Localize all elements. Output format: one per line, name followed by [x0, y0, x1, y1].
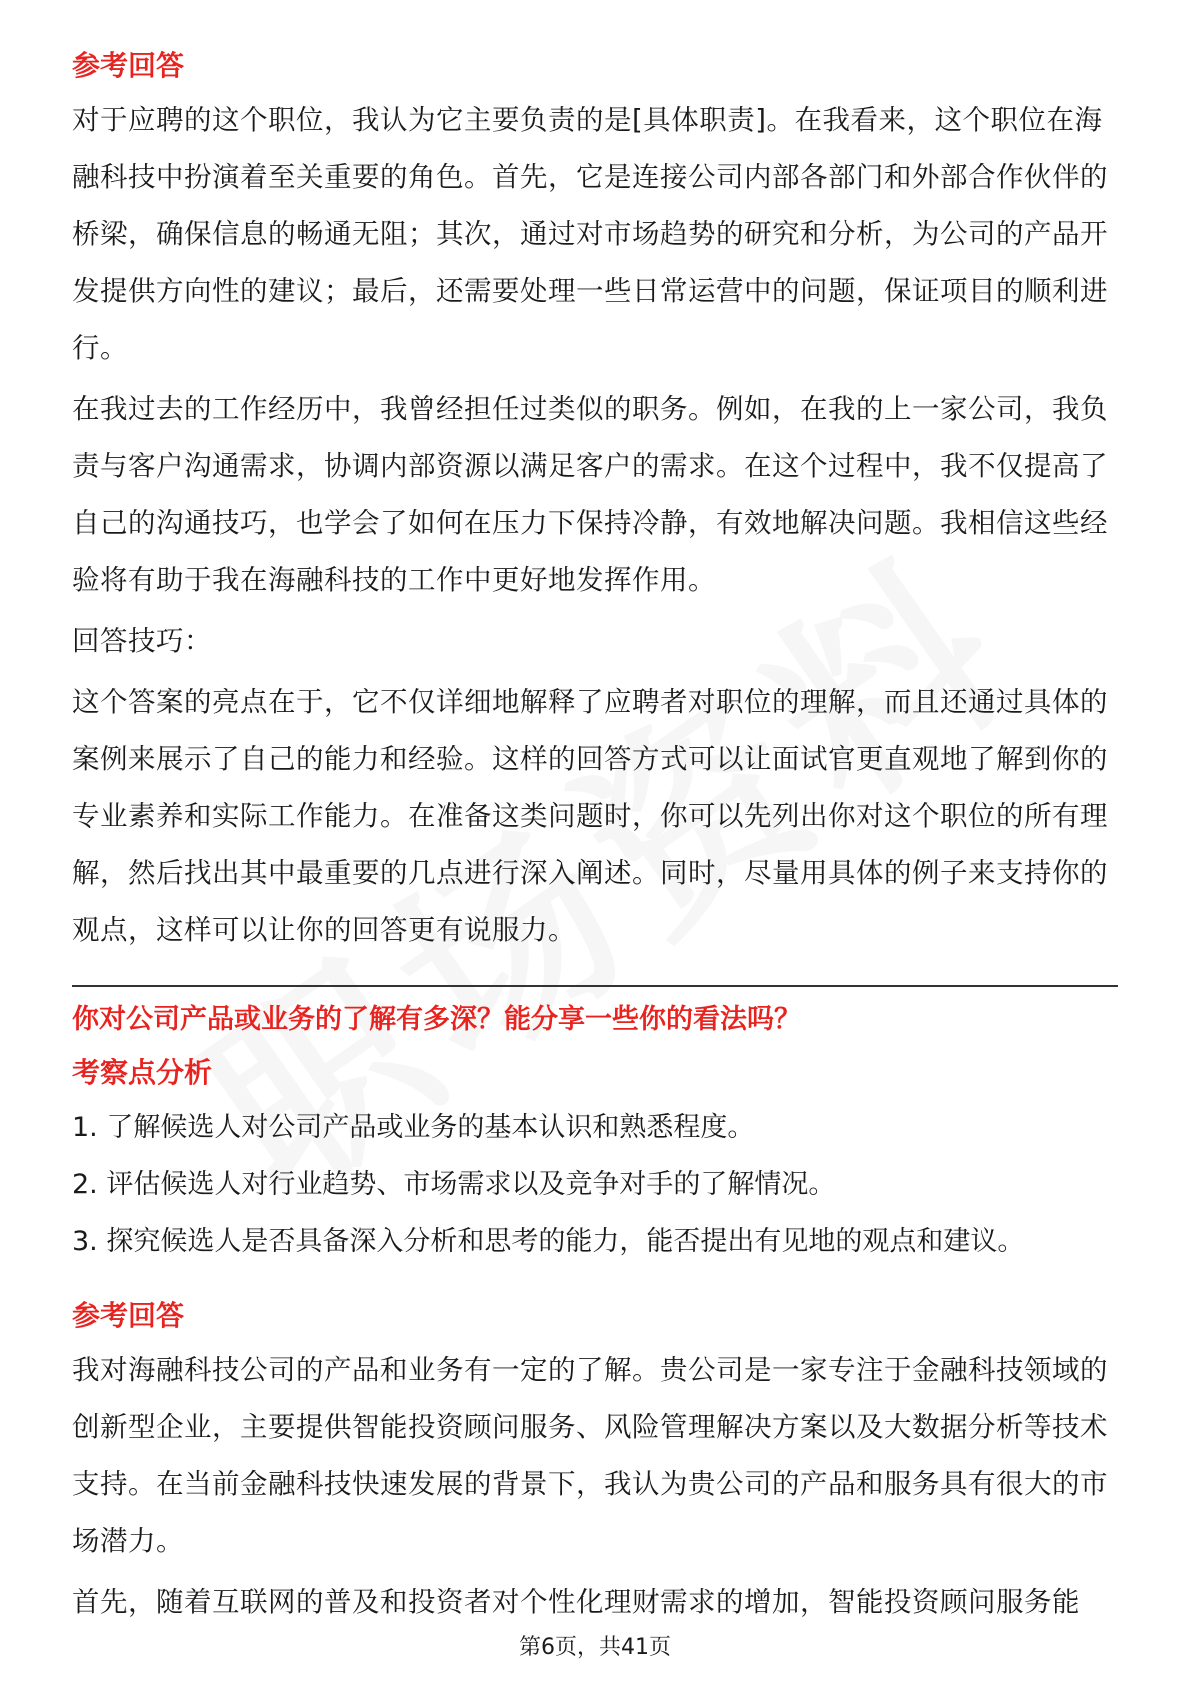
analysis-heading: 考察点分析 [72, 1056, 213, 1089]
document-page [72, 40, 1118, 1631]
analysis-item: 2. 评估候选人对行业趋势、市场需求以及竞争对手的了解情况。 [72, 1169, 836, 1200]
tips-paragraph: 这个答案的亮点在于，它不仅详细地解释了应聘者对职位的理解，而且还通过具体的案例来展示了自己的能力和经验。这样的回答方式可以让面试官更直观地了解到你的专业素养和实际工作能力。在准备这类问题时，你可以先列出你对这个职位的所有理解，然后找出其中最重要的几点进行深入阐述。同时，尽量用具体的例子来支持你的观点，这样可以让你的回答更有说服力。 [72, 686, 1108, 946]
page-number: 第6页，共41页 [519, 1635, 671, 1660]
answer-paragraph: 首先，随着互联网的普及和投资者对个性化理财需求的增加，智能投资顾问服务能 [72, 1586, 1080, 1618]
reference-answer-heading: 参考回答 [72, 1299, 185, 1332]
reference-answer-heading: 参考回答 [72, 49, 185, 82]
answer-paragraph: 我对海融科技公司的产品和业务有一定的了解。贵公司是一家专注于金融科技领域的创新型企业，主要提供智能投资顾问服务、风险管理解决方案以及大数据分析等技术支持。在当前金融科技快速发展的背景下，我认为贵公司的产品和服务具有很大的市场潜力。 [72, 1354, 1108, 1557]
analysis-item: 1. 了解候选人对公司产品或业务的基本认识和熟悉程度。 [72, 1112, 755, 1143]
answer-paragraph: 对于应聘的这个职位，我认为它主要负责的是[具体职责]。在我看来，这个职位在海融科技中扮演着至关重要的角色。首先，它是连接公司内部各部门和外部合作伙伴的桥梁，确保信息的畅通无阻；其次，通过对市场趋势的研究和分析，为公司的产品开发提供方向性的建议；最后，还需要处理一些日常运营中的问题，保证项目的顺利进行。 [72, 104, 1108, 364]
interview-question: 你对公司产品或业务的了解有多深？能分享一些你的看法吗？ [72, 1004, 801, 1035]
tips-label: 回答技巧： [72, 625, 212, 657]
answer-paragraph: 在我过去的工作经历中，我曾经担任过类似的职务。例如，在我的上一家公司，我负责与客户沟通需求，协调内部资源以满足客户的需求。在这个过程中，我不仅提高了自己的沟通技巧，也学会了如何在压力下保持冷静，有效地解决问题。我相信这些经验将有助于我在海融科技的工作中更好地发挥作用。 [72, 393, 1108, 596]
analysis-item: 3. 探究候选人是否具备深入分析和思考的能力，能否提出有见地的观点和建议。 [72, 1226, 1025, 1257]
section-divider [72, 985, 1118, 987]
